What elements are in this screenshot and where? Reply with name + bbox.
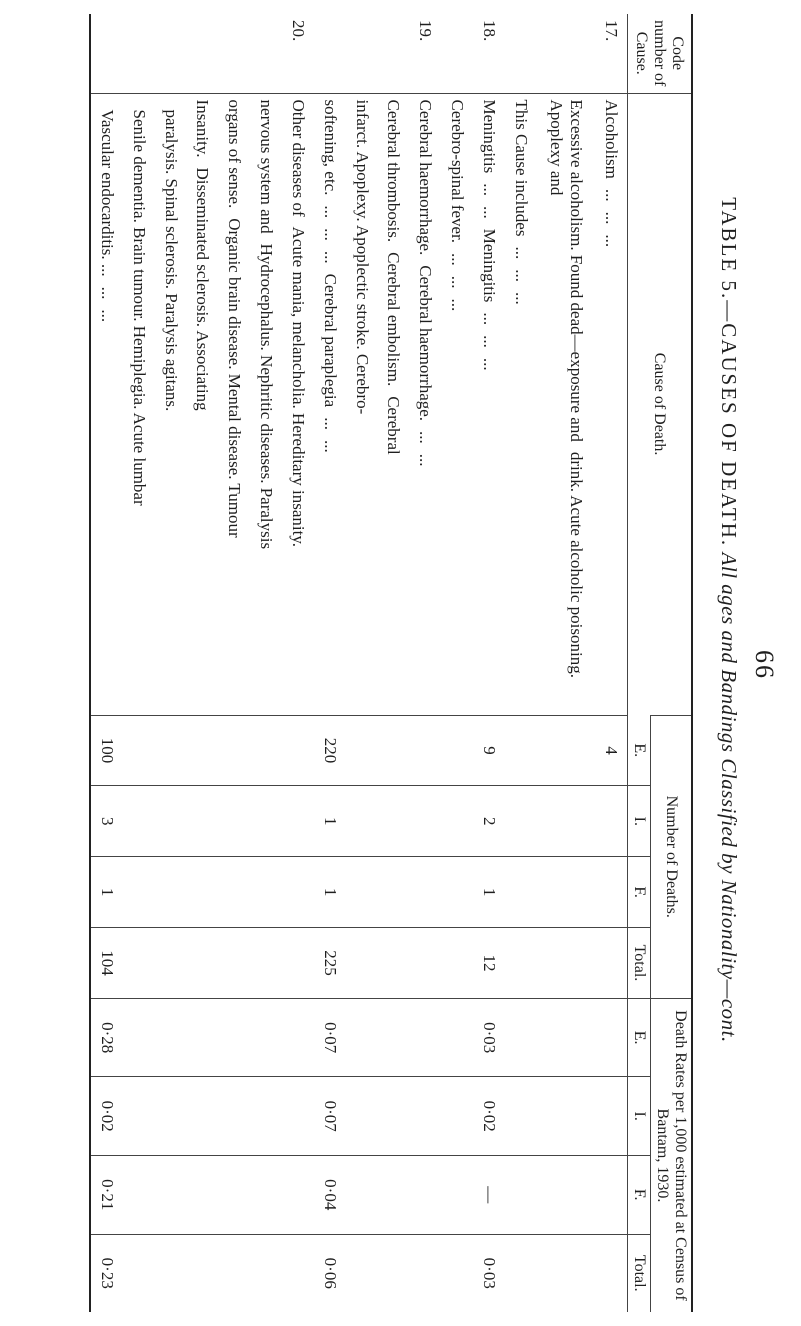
cell-rate-e <box>123 998 155 1077</box>
table-row <box>505 14 537 1312</box>
cell-number-total <box>505 928 537 999</box>
cell-cause <box>441 93 473 715</box>
cause-text: Meningitis <box>479 99 499 174</box>
cell-cause <box>346 93 378 715</box>
cell-number-f <box>441 857 473 928</box>
cell-code <box>314 14 346 93</box>
cell-number-total <box>346 928 378 999</box>
cell-rate-f <box>155 1155 187 1234</box>
cell-number-f <box>409 857 441 928</box>
cell-number-total <box>441 928 473 999</box>
cell-code <box>155 14 187 93</box>
cell-rate-e <box>250 998 282 1077</box>
cell-number-i <box>409 786 441 857</box>
cell-rate-i <box>537 1077 595 1156</box>
cell-number-e <box>378 715 410 786</box>
cause-text: ... <box>97 286 117 300</box>
col-head-rate-f: F. <box>628 1155 651 1234</box>
cell-rate-total <box>441 1234 473 1312</box>
cell-number-e <box>282 715 314 786</box>
col-head-number-e: E. <box>628 715 651 786</box>
cell-number-f <box>250 857 282 928</box>
cell-number-f <box>537 857 595 928</box>
cell-cause <box>250 93 282 715</box>
cell-rate-total <box>346 1234 378 1312</box>
cell-rate-i <box>123 1077 155 1156</box>
cell-cause <box>409 93 441 715</box>
cause-text: ... <box>320 205 340 219</box>
cause-text: Cerebral embolism. <box>384 252 404 387</box>
cause-text: Cerebral <box>384 396 404 455</box>
cell-rate-total <box>123 1234 155 1312</box>
caption-text: All ages and Bandings Classified by Nationality—cont. <box>717 552 741 1043</box>
cell-number-e <box>250 715 282 786</box>
cell-rate-e: 0·03 <box>473 998 505 1077</box>
cell-cause <box>505 93 537 715</box>
cell-rate-i <box>187 1077 219 1156</box>
cell-rate-total: 0·06 <box>314 1234 346 1312</box>
cell-code <box>378 14 410 93</box>
cause-text: Cerebral thrombosis. <box>384 99 404 243</box>
col-head-number-f: F. <box>628 857 651 928</box>
cell-cause <box>378 93 410 715</box>
cell-number-e <box>218 715 250 786</box>
cell-rate-total: 0·23 <box>91 1234 123 1312</box>
cell-rate-i <box>595 1077 627 1156</box>
cell-number-e <box>123 715 155 786</box>
table-row <box>441 14 473 1312</box>
cell-code <box>441 14 473 93</box>
cell-rate-e <box>441 998 473 1077</box>
cause-text: ... <box>320 439 340 453</box>
cell-number-f <box>346 857 378 928</box>
cell-rate-f <box>505 1155 537 1234</box>
cell-number-f: 1 <box>473 857 505 928</box>
cell-rate-f: 0·04 <box>314 1155 346 1234</box>
cause-text: Acute mania, melancholia. Hereditary insanity. <box>288 226 308 547</box>
cell-number-total: 225 <box>314 928 346 999</box>
cell-rate-i <box>441 1077 473 1156</box>
cell-number-f <box>123 857 155 928</box>
cause-text: ... <box>416 431 436 444</box>
cause-text: ... <box>479 335 499 348</box>
cause-text: Alcoholism <box>602 99 622 179</box>
cell-rate-f <box>409 1155 441 1234</box>
cause-text: drink. Acute alcoholic poisoning. Apoplexy and <box>546 99 586 678</box>
cell-rate-e <box>378 998 410 1077</box>
cell-rate-f <box>282 1155 314 1234</box>
cause-text: ... <box>448 275 468 289</box>
cell-number-e: 100 <box>91 715 123 786</box>
cause-text: Other diseases of <box>288 99 308 217</box>
table-row <box>378 14 410 1312</box>
cell-rate-i <box>378 1077 410 1156</box>
cell-number-i <box>378 786 410 857</box>
cell-cause <box>282 93 314 715</box>
cause-text: Senile dementia. Brain tumour. Hemiplegia. Acute lumbar <box>129 109 149 506</box>
cause-text: ... <box>602 211 622 225</box>
table-row <box>123 14 155 1312</box>
cell-rate-total <box>250 1234 282 1312</box>
cell-rate-f: 0·21 <box>91 1155 123 1234</box>
causes-of-death-table <box>89 14 693 1312</box>
cell-number-total <box>282 928 314 999</box>
cell-number-f <box>282 857 314 928</box>
cause-text: Hydrocephalus. Nephritic diseases. Paralysis <box>257 243 277 550</box>
table-body <box>91 14 628 1312</box>
cell-number-i <box>155 786 187 857</box>
cell-number-i <box>218 786 250 857</box>
table-row <box>473 14 505 1312</box>
cause-text: softening, etc. <box>320 99 340 196</box>
cell-rate-e <box>155 998 187 1077</box>
cell-number-f <box>378 857 410 928</box>
cause-text: ... <box>511 291 531 305</box>
cell-rate-f <box>346 1155 378 1234</box>
cell-number-e <box>505 715 537 786</box>
cell-number-i <box>595 786 627 857</box>
cell-number-total <box>123 928 155 999</box>
cell-number-e: 220 <box>314 715 346 786</box>
cause-text: ... <box>416 453 436 467</box>
cause-text: organs of sense. <box>225 99 245 209</box>
cause-text: Cerebral haemorrhage. <box>416 265 436 422</box>
cell-number-total <box>155 928 187 999</box>
cell-rate-total <box>409 1234 441 1312</box>
cell-number-f <box>505 857 537 928</box>
table-row <box>187 14 219 1312</box>
cause-text: ... <box>511 269 531 282</box>
cell-number-f: 1 <box>314 857 346 928</box>
cause-text: Insanity. <box>193 99 213 158</box>
cause-text: ... <box>602 234 622 248</box>
cell-number-i <box>123 786 155 857</box>
table-row <box>409 14 441 1312</box>
cause-text: Meningitis <box>479 228 499 303</box>
table-row <box>346 14 378 1312</box>
cause-text: ... <box>479 312 499 326</box>
cell-rate-i <box>155 1077 187 1156</box>
cell-number-total <box>218 928 250 999</box>
cell-code <box>346 14 378 93</box>
cause-text: ... <box>448 298 468 312</box>
cause-text: ... <box>320 250 340 264</box>
cell-rate-i <box>409 1077 441 1156</box>
cell-code <box>505 14 537 93</box>
cell-cause <box>537 93 595 715</box>
col-group-rate: Death Rates per 1,000 estimated at Census of Bantam, 1930. <box>651 998 692 1312</box>
table-row <box>218 14 250 1312</box>
cell-rate-f <box>123 1155 155 1234</box>
cause-text: nervous system and <box>257 99 277 234</box>
cell-number-total: 12 <box>473 928 505 999</box>
table-caption <box>716 170 741 1070</box>
cell-rate-f: — <box>473 1155 505 1234</box>
cell-number-e <box>441 715 473 786</box>
cell-number-i <box>346 786 378 857</box>
cell-code <box>218 14 250 93</box>
cell-rate-total <box>155 1234 187 1312</box>
cell-rate-total <box>378 1234 410 1312</box>
cause-text: infarct. Apoplexy. Apoplectic stroke. Cerebro- <box>352 99 372 415</box>
cause-text: Cerebro-spinal fever. <box>448 99 468 244</box>
cell-rate-f <box>537 1155 595 1234</box>
cell-number-f: 1 <box>91 857 123 928</box>
cause-text: ... <box>320 417 340 430</box>
cell-code <box>123 14 155 93</box>
table-row <box>595 14 627 1312</box>
cause-text: Excessive alcoholism. Found dead—exposure and <box>566 99 586 442</box>
cause-text: ... <box>602 188 622 202</box>
cell-rate-total <box>282 1234 314 1312</box>
cause-text: ... <box>320 228 340 241</box>
cell-code: 20. <box>288 20 308 42</box>
cause-text: paralysis. Spinal sclerosis. Paralysis agitans. <box>161 109 181 412</box>
cell-number-i <box>282 786 314 857</box>
caption-label: TABLE 5.—CAUSES OF DEATH. <box>717 197 741 548</box>
cause-text: Cerebral haemorrhage. <box>416 99 436 256</box>
cause-text: ... <box>511 246 531 260</box>
cell-rate-e <box>537 998 595 1077</box>
col-group-number: Number of Deaths. <box>651 715 692 998</box>
cause-text: Organic brain disease. Mental disease. Tumour <box>225 218 245 538</box>
cell-rate-i <box>218 1077 250 1156</box>
cell-rate-total: 0·03 <box>473 1234 505 1312</box>
col-head-rate-e: E. <box>628 998 651 1077</box>
cell-number-total <box>378 928 410 999</box>
col-head-number-total: Total. <box>628 928 651 999</box>
cell-cause <box>155 93 187 715</box>
cause-text: ... <box>479 357 499 371</box>
cell-rate-e <box>346 998 378 1077</box>
cell-number-total <box>409 928 441 999</box>
cell-code: 17. <box>602 20 622 42</box>
cell-cause <box>123 93 155 715</box>
cell-number-e: 4 <box>595 715 627 786</box>
cause-text: ... <box>97 309 117 323</box>
cell-number-i <box>250 786 282 857</box>
cell-number-i <box>537 786 595 857</box>
cell-number-e <box>537 715 595 786</box>
cell-rate-e <box>282 998 314 1077</box>
cell-code <box>91 14 123 93</box>
page-number: 66 <box>750 650 779 680</box>
cell-number-f <box>187 857 219 928</box>
cell-rate-i: 0·02 <box>473 1077 505 1156</box>
col-head-code: Code number of Cause. <box>628 14 692 93</box>
cause-text: Vascular endocarditis. ... <box>97 109 117 277</box>
cause-text: Cerebral paraplegia <box>320 273 340 408</box>
cell-code <box>537 14 595 93</box>
cell-rate-i: 0·02 <box>91 1077 123 1156</box>
cell-rate-f <box>595 1155 627 1234</box>
cell-number-e: 9 <box>473 715 505 786</box>
cell-number-i: 1 <box>314 786 346 857</box>
cell-rate-e <box>505 998 537 1077</box>
table-row <box>155 14 187 1312</box>
table-row <box>537 14 595 1312</box>
cell-rate-total <box>537 1234 595 1312</box>
table-row <box>250 14 282 1312</box>
cell-rate-f <box>378 1155 410 1234</box>
cell-rate-i <box>282 1077 314 1156</box>
cell-rate-i <box>346 1077 378 1156</box>
cell-number-total <box>187 928 219 999</box>
cell-code: 18. <box>479 20 499 42</box>
cell-cause <box>91 93 123 715</box>
cell-cause <box>314 93 346 715</box>
cell-rate-f <box>218 1155 250 1234</box>
cell-rate-e <box>187 998 219 1077</box>
col-head-cause: Cause of Death. <box>628 93 692 715</box>
table-row <box>282 14 314 1312</box>
cell-number-total <box>595 928 627 999</box>
cell-number-total: 104 <box>91 928 123 999</box>
col-head-rate-total: Total. <box>628 1234 651 1312</box>
cell-rate-i: 0·07 <box>314 1077 346 1156</box>
cell-number-total <box>537 928 595 999</box>
cell-rate-f <box>250 1155 282 1234</box>
cause-text: ... <box>479 205 499 219</box>
cell-cause <box>187 93 219 715</box>
cause-text: ... <box>479 183 499 196</box>
cell-rate-total <box>187 1234 219 1312</box>
cell-rate-e <box>595 998 627 1077</box>
cell-number-f <box>155 857 187 928</box>
cell-rate-total <box>595 1234 627 1312</box>
cell-rate-total <box>218 1234 250 1312</box>
cell-number-e <box>155 715 187 786</box>
cell-cause <box>595 93 627 715</box>
cell-rate-e <box>409 998 441 1077</box>
cell-code <box>250 14 282 93</box>
cell-rate-e: 0·28 <box>91 998 123 1077</box>
table-row <box>314 14 346 1312</box>
cell-code: 19. <box>416 20 436 42</box>
cell-number-i <box>187 786 219 857</box>
col-head-rate-i: I. <box>628 1077 651 1156</box>
cell-rate-total <box>505 1234 537 1312</box>
cell-code <box>187 14 219 93</box>
cause-text: ... <box>448 253 468 266</box>
cell-number-i <box>441 786 473 857</box>
cell-number-total <box>250 928 282 999</box>
cell-cause <box>473 93 505 715</box>
cell-rate-f <box>441 1155 473 1234</box>
cell-number-e <box>187 715 219 786</box>
cell-number-f <box>595 857 627 928</box>
cell-number-e <box>409 715 441 786</box>
cell-number-i: 2 <box>473 786 505 857</box>
cell-rate-e <box>218 998 250 1077</box>
cause-text: Disseminated sclerosis. Associating <box>193 167 213 411</box>
cause-text: This Cause includes <box>511 99 531 237</box>
cell-number-i <box>505 786 537 857</box>
cell-rate-e: 0·07 <box>314 998 346 1077</box>
cell-cause <box>218 93 250 715</box>
cell-number-e <box>346 715 378 786</box>
col-head-number-i: I. <box>628 786 651 857</box>
table-row <box>91 14 123 1312</box>
cell-rate-f <box>187 1155 219 1234</box>
cell-number-f <box>218 857 250 928</box>
cell-number-i: 3 <box>91 786 123 857</box>
cell-rate-i <box>250 1077 282 1156</box>
cell-rate-i <box>505 1077 537 1156</box>
